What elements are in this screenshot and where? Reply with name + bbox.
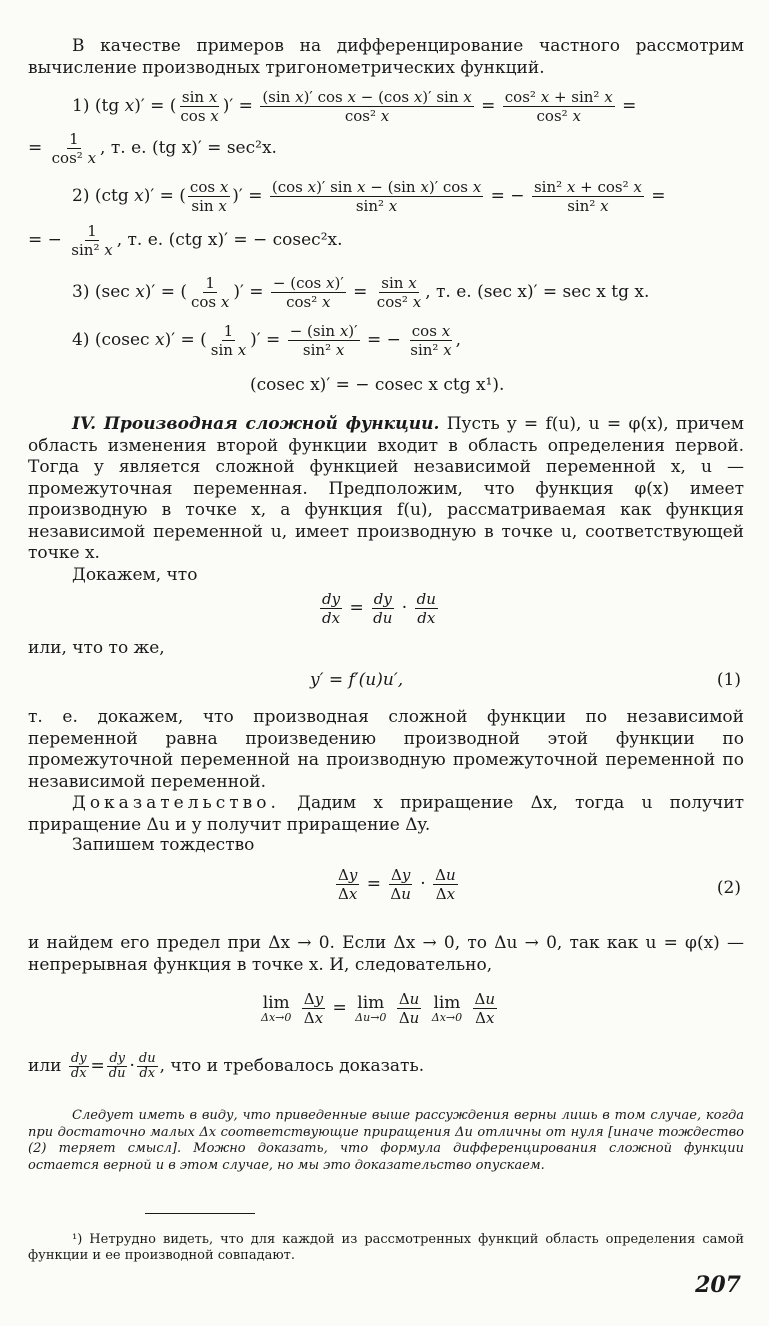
example-4-result: (cosec x)′ = − cosec x ctg x¹). xyxy=(250,375,505,395)
example-2-formula: 2) (ctg x)′ = ( $\frac{\text{cos x}}{\text{sin x}}$ )′ = $\frac{\text{(cos x)′ sin x − (sin x)′ cos x}}{\text{sin² x}}$ = − $\frac{\text{sin² x + cos² x}}{\text{sin² x}}$ = xyxy=(72,178,666,215)
example-1-formula: 1) (tg x)′ = ( $\frac{\text{sin x}}{\text{cos x}}$ )′ = $\frac{\text{(sin x)′ cos x − (cos x)′ sin x}}{\text{cos² x}}$ = $\frac{\text{cos² x + sin² x}}{\text{cos² x}}$ = xyxy=(72,88,637,125)
example-1-result: = $\frac{1}{\text{cos² x}}$ , т. е. (tg x)′ = sec²x. xyxy=(28,130,277,167)
prove-intro: Докажем, что xyxy=(72,565,198,585)
equation-1-number: (1) xyxy=(716,670,741,690)
limit-equation: lim Δx→0 $\frac{\Delta y}{\Delta x}$ = lim Δu→0 $\frac{\Delta u}{\Delta u}$ lim Δx→0 $\frac{\Delta u}{\Delta x}$ xyxy=(261,990,496,1027)
chain-rule-leibniz: $\frac{dy}{dx}$ = $\frac{dy}{du}$ · $\frac{du}{dx}$ xyxy=(322,590,436,627)
limit-paragraph: и найдем его предел при Δx → 0. Если Δx → 0, то Δu → 0, так как u = φ(x) — непрерывная функция в точке x. И, следовательно, xyxy=(28,933,744,975)
proof-paragraph: Доказательство. Дадим x приращение Δx, тогда u получит приращение Δu и y получит приращение Δy. xyxy=(28,793,745,835)
equation-1: y′ = f′(u)u′, xyxy=(310,670,404,690)
footnote-rule xyxy=(145,1213,255,1214)
or-same-text: или, что то же, xyxy=(28,638,165,658)
section-iv-paragraph: IV. Производная сложной функции. Пусть y = f(u), u = φ(x), причем область изменения второй функции входит в область определения первой. Тогда y является сложной функцией независимой переменной x, u — промежуточная переменная. Предположим, что функция φ(x) имеет производную в точке x, а функция f(u), рассматриваемая как функция независимой переменной u, имеет производную в точке u, соответствующей точке x. xyxy=(28,414,745,563)
section-title: IV. Производная сложной функции. xyxy=(72,414,440,434)
remark-note: Следует иметь в виду, что приведенные выше рассуждения верны лишь в том случае, когда при достаточно малых Δx соответствующие приращения Δu отличны от нуля [иначе тождество (2) теряет смысл]. Можно доказать, что формула дифференцирования сложной функции остается верной и в этом случае, но мы это доказательство опускаем. xyxy=(28,1108,744,1173)
proof-label: Доказательство. xyxy=(72,793,280,813)
footnote: ¹) Нетрудно видеть, что для каждой из рассмотренных функций область определения самой функции и ее производной совпадают. xyxy=(28,1232,744,1263)
identity-intro: Запишем тождество xyxy=(72,835,255,855)
intro-paragraph: В качестве примеров на дифференцирование частного рассмотрим вычисление производных тригонометрических функций. xyxy=(28,36,744,78)
example-3-formula: 3) (sec x)′ = ( $\frac{1}{\text{cos x}}$ )′ = $\frac{\text{− (cos x)′}}{\text{cos² x}}$ = $\frac{\text{sin x}}{\text{cos² x}}$ , т. е. (sec x)′ = sec x tg x. xyxy=(72,274,650,311)
example-2-result: = − $\frac{1}{\text{sin² x}}$ , т. е. (ctg x)′ = − cosec²x. xyxy=(28,222,343,259)
example-4-formula: 4) (cosec x)′ = ( $\frac{1}{\text{sin x}}$ )′ = $\frac{\text{− (sin x)′}}{\text{sin² x}}$ = − $\frac{\text{cos x}}{\text{sin² x}}$ , xyxy=(72,322,462,359)
conclusion: или $\frac{dy}{dx}$ = $\frac{dy}{du}$ · $\frac{du}{dx}$ , что и требовалось доказать. xyxy=(28,1051,425,1081)
equation-2-number: (2) xyxy=(716,878,741,898)
explanation-paragraph: т. е. докажем, что производная сложной функции по независимой переменной равна произведению производной этой функции по промежуточной переменной на производную промежуточной переменной по независимой переменной. xyxy=(28,707,744,792)
page-number: 207 xyxy=(695,1272,741,1298)
equation-2: $\frac{\Delta y}{\Delta x}$ = $\frac{\Delta y}{\Delta u}$ · $\frac{\Delta u}{\Delta x}$ xyxy=(338,866,456,903)
